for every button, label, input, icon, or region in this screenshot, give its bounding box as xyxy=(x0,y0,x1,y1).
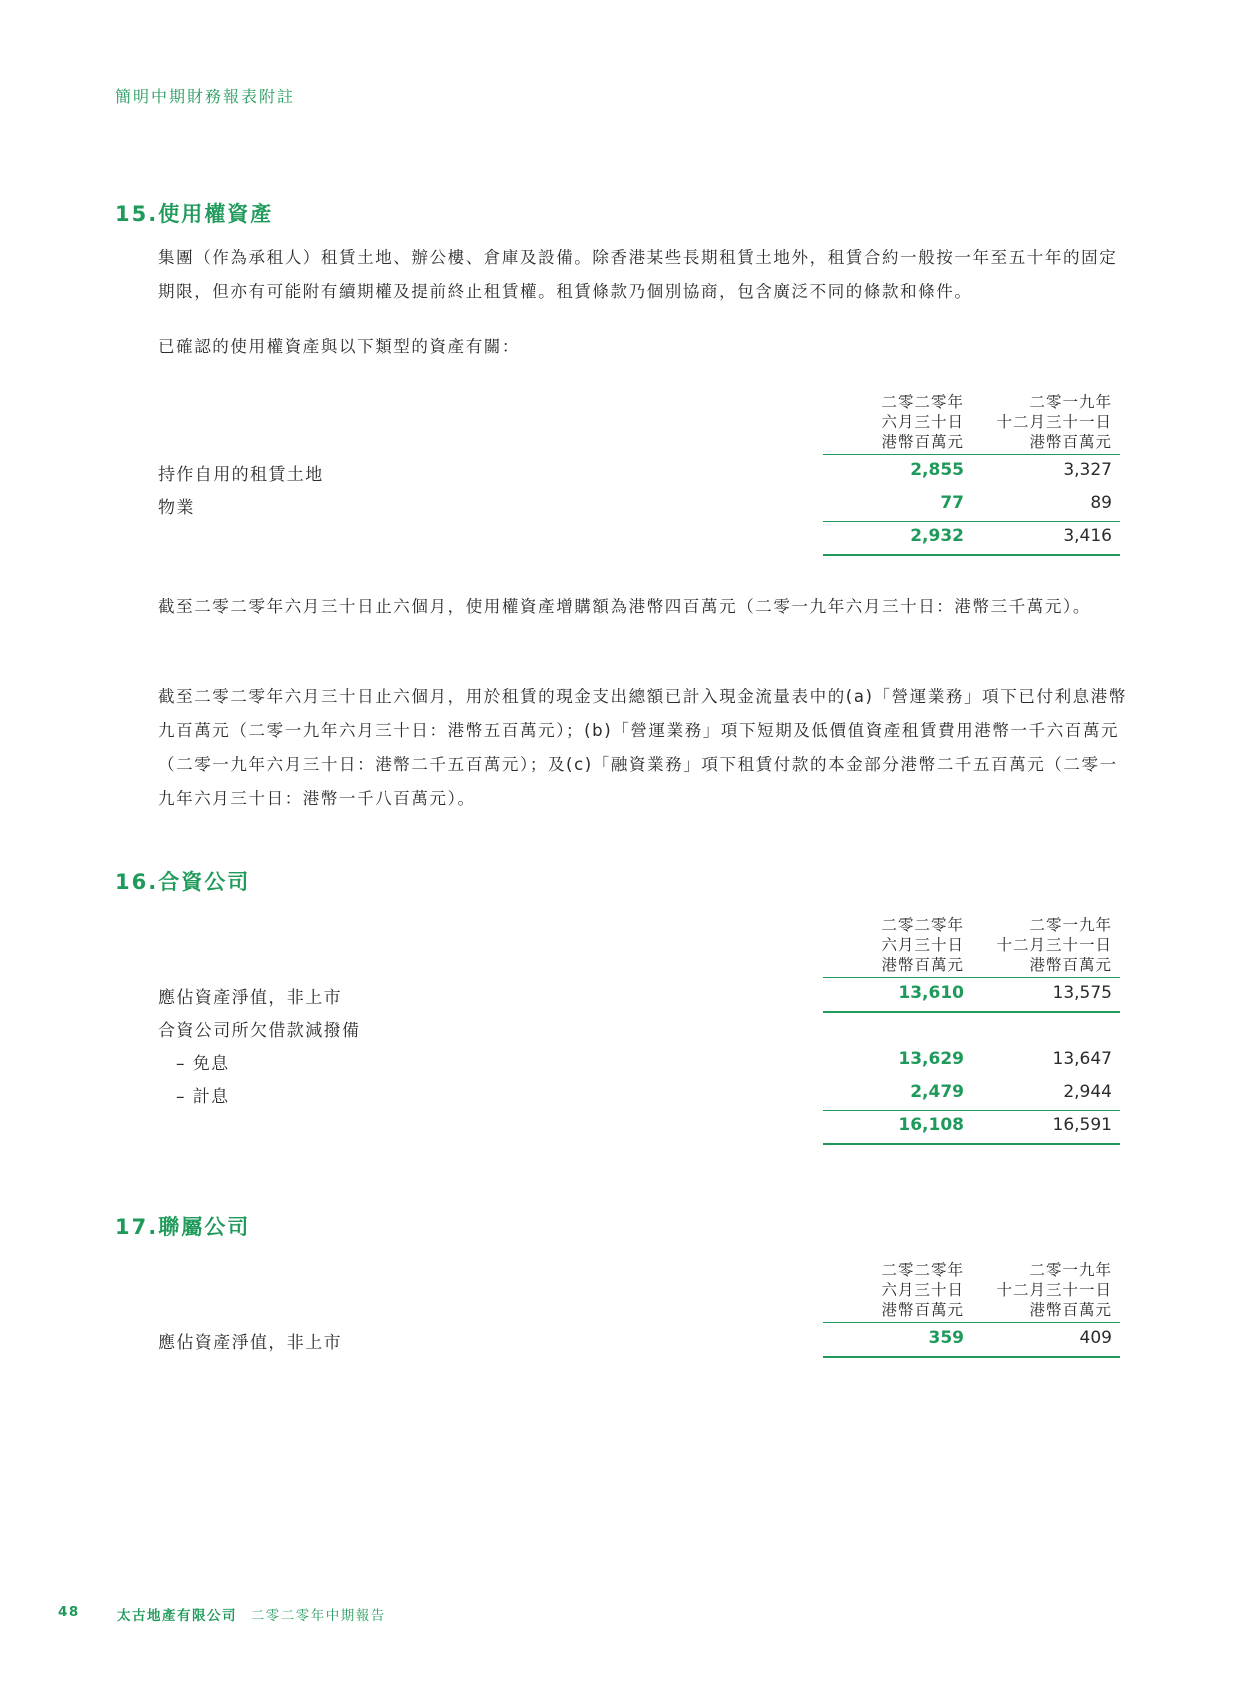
section-17-number: 17. xyxy=(115,1215,159,1239)
divider xyxy=(823,521,1120,522)
total-row xyxy=(158,521,1130,554)
section-15-paragraph-1: 集團（作為承租人）租賃土地、辦公樓、倉庫及設備。除香港某些長期租賃土地外，租賃合約一般按一年至五十年的固定期限，但亦有可能附有續期權及提前終止租賃權。租賃條款乃個別協商，包含廣泛不同的條款和條件。 xyxy=(158,248,1118,301)
total-2019: 3,416 xyxy=(1063,526,1112,546)
section-15-heading: 使用權資產 xyxy=(158,202,274,226)
footer-company: 太古地產有限公司 xyxy=(117,1608,237,1624)
section-15-paragraph-2: 已確認的使用權資產與以下類型的資產有關： xyxy=(158,337,520,356)
total-2020: 16,108 xyxy=(898,1115,964,1135)
total-underline xyxy=(823,1356,1120,1358)
value-2019: 13,647 xyxy=(1052,1049,1112,1069)
row-label: 持作自用的租賃土地 xyxy=(158,465,324,485)
footer-report: 二零二零年中期報告 xyxy=(250,1608,386,1624)
value-2020: 2,855 xyxy=(910,460,964,480)
row-label: 應佔資產淨值，非上市 xyxy=(158,1333,342,1353)
table-row xyxy=(158,1077,1130,1110)
value-2020: 2,479 xyxy=(910,1082,964,1102)
section-15-paragraph-3: 截至二零二零年六月三十日止六個月，使用權資產增購額為港幣四百萬元（二零一九年六月三十日：港幣三千萬元）。 xyxy=(158,597,1091,616)
section-17-heading: 聯屬公司 xyxy=(158,1215,251,1239)
joint-ventures-table xyxy=(158,915,1130,1135)
total-row xyxy=(158,1110,1130,1143)
value-2019: 13,575 xyxy=(1052,983,1112,1003)
section-15-paragraph-4: 截至二零二零年六月三十日止六個月，用於租賃的現金支出總額已計入現金流量表中的(a)「營運業務」項下已付利息港幣九百萬元（二零一九年六月三十日：港幣五百萬元）；(b)「營運業務」項下短期及低價值資產租賃費用港幣一千六百萬元（二零一九年六月三十日：港幣二千五百萬元）；及(c)「融資業務」項下租賃付款的本金部分港幣二千五百萬元（二零一九年六月三十日：港幣一千八百萬元）。 xyxy=(158,687,1127,808)
table-row xyxy=(158,455,1130,488)
value-2019: 3,327 xyxy=(1063,460,1112,480)
row-label: – 計息 xyxy=(176,1087,230,1107)
section-16-heading: 合資公司 xyxy=(158,870,251,894)
section-16-number: 16. xyxy=(115,870,159,894)
table-row xyxy=(158,1011,1130,1044)
value-2020: 77 xyxy=(940,493,964,513)
row-label: – 免息 xyxy=(176,1054,230,1074)
section-15-title xyxy=(115,198,273,228)
value-2020: 359 xyxy=(928,1328,964,1348)
right-of-use-assets-table xyxy=(158,392,1130,546)
value-2019: 409 xyxy=(1079,1328,1112,1348)
value-2020: 13,610 xyxy=(898,983,964,1003)
column-header-2020: 二零二零年 六月三十日 港幣百萬元 xyxy=(881,916,964,974)
subtotal-underline xyxy=(823,1011,1120,1013)
row-label: 應佔資產淨值，非上市 xyxy=(158,988,342,1008)
row-label: 物業 xyxy=(158,498,195,518)
section-17-title xyxy=(115,1211,250,1241)
column-header-2020: 二零二零年 六月三十日 港幣百萬元 xyxy=(881,393,964,451)
footer-text xyxy=(117,1604,386,1624)
column-header-2020: 二零二零年 六月三十日 港幣百萬元 xyxy=(881,1261,964,1319)
section-15-number: 15. xyxy=(115,202,159,226)
total-2019: 16,591 xyxy=(1052,1115,1112,1135)
total-underline xyxy=(823,554,1120,556)
table-row xyxy=(158,978,1130,1011)
value-2019: 89 xyxy=(1090,493,1112,513)
table-row xyxy=(158,1044,1130,1077)
page-number: 48 xyxy=(58,1604,80,1620)
column-header-2019: 二零一九年 十二月三十一日 港幣百萬元 xyxy=(996,1261,1112,1319)
value-2019: 2,944 xyxy=(1063,1082,1112,1102)
row-label: 合資公司所欠借款減撥備 xyxy=(158,1021,361,1041)
table-row xyxy=(158,488,1130,521)
column-header-2019: 二零一九年 十二月三十一日 港幣百萬元 xyxy=(996,393,1112,451)
total-underline xyxy=(823,1143,1120,1145)
section-16-title xyxy=(115,866,250,896)
column-header-2019: 二零一九年 十二月三十一日 港幣百萬元 xyxy=(996,916,1112,974)
table-row xyxy=(158,1323,1130,1356)
value-2020: 13,629 xyxy=(898,1049,964,1069)
total-2020: 2,932 xyxy=(910,526,964,546)
divider xyxy=(823,1110,1120,1111)
associated-companies-table xyxy=(158,1260,1130,1353)
running-header: 簡明中期財務報表附註 xyxy=(115,87,296,106)
